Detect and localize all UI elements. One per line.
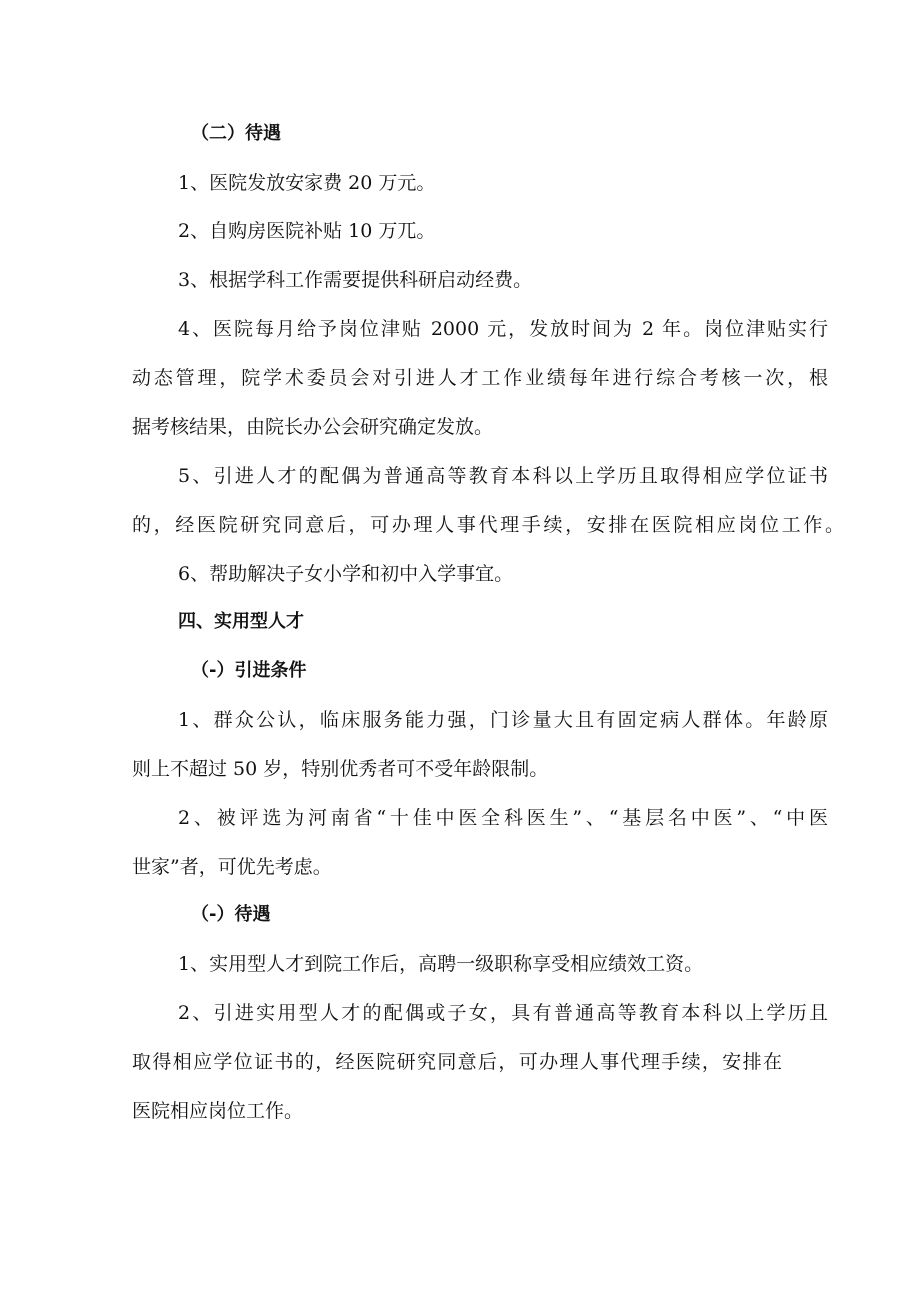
paragraph-line: 据考核结果，由院长办公会研究确定发放。 [132, 416, 494, 438]
paragraph-line: 4、医院每月给予岗位津贴 2000 元，发放时间为 2 年。岗位津贴实行 [178, 318, 828, 340]
paragraph-line: 2、引进实用型人才的配偶或子女，具有普通高等教育本科以上学历且 [178, 1002, 828, 1024]
paragraph-line: 6、帮助解决子女小学和初中入学事宜。 [178, 563, 514, 585]
paragraph-line: 1、实用型人才到院工作后，高聘一级职称享受相应绩效工资。 [178, 953, 704, 975]
paragraph-line: 取得相应学位证书的，经医院研究同意后，可办理人事代理手续，安排在 [132, 1051, 782, 1073]
paragraph-line: 动态管理，院学术委员会对引进人才工作业绩每年进行综合考核一次，根 [132, 367, 828, 389]
subsection-heading-treatment: （-）待遇 [191, 904, 271, 925]
paragraph-line: 医院相应岗位工作。 [132, 1100, 304, 1122]
paragraph-line: 1、医院发放安家费 20 万元。 [178, 172, 436, 194]
section-heading-practical-talent: 四、实用型人才 [178, 611, 304, 632]
paragraph-line: 的，经医院研究同意后，可办理人事代理手续，安排在医院相应岗位工作。 [132, 514, 844, 536]
paragraph-line: 2、自购房医院补贴 10 万兀。 [178, 220, 436, 242]
section-heading-treatment: （二）待遇 [191, 123, 281, 144]
paragraph-line: 3、根据学科工作需要提供科研启动经费。 [178, 269, 533, 291]
paragraph-line: 则上不超过 50 岁，特别优秀者可不受年龄限制。 [132, 758, 549, 780]
paragraph-line: 世家”者，可优先考虑。 [132, 856, 332, 878]
subsection-heading-conditions: （-）引进条件 [191, 660, 307, 681]
paragraph-line: 1、群众公认，临床服务能力强，门诊量大且有固定病人群体。年龄原 [178, 709, 828, 731]
paragraph-line: 5、引进人才的配偶为普通高等教育本科以上学历且取得相应学位证书 [178, 465, 828, 487]
paragraph-line: 2、被评选为河南省“十佳中医全科医生”、“基层名中医”、“中医 [178, 807, 828, 829]
